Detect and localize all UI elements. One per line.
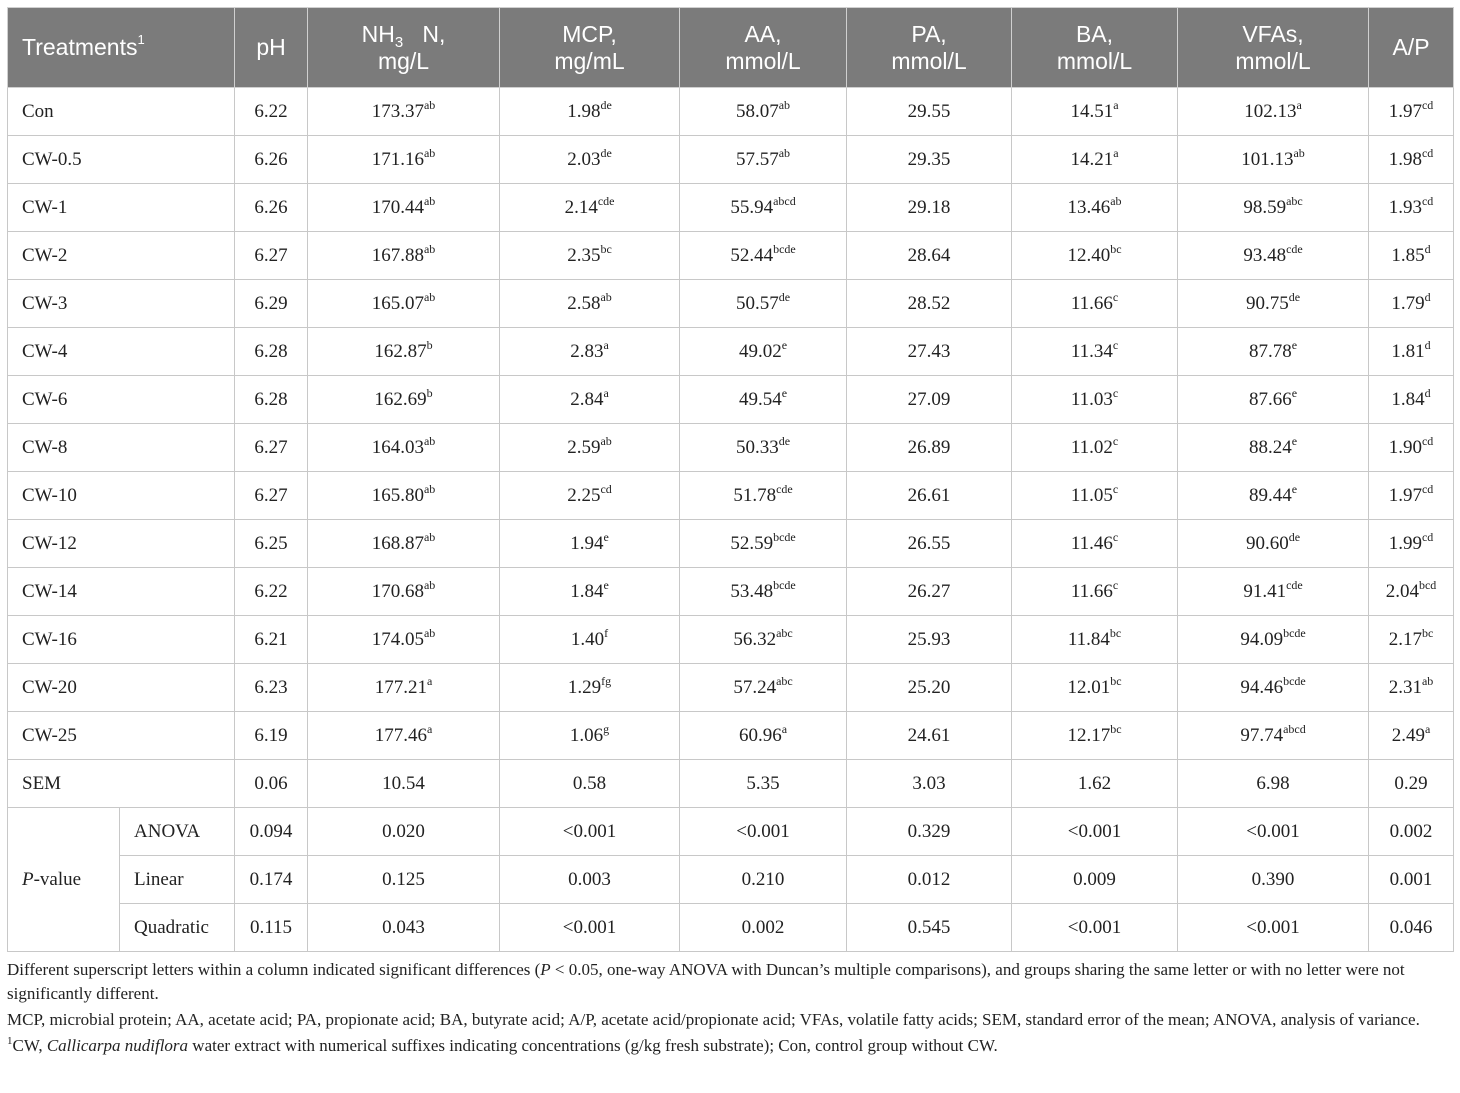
pvalue-test-name: Linear [120, 856, 235, 904]
table-cell: 6.21 [235, 616, 308, 664]
pvalue-cell: <0.001 [1012, 904, 1178, 952]
table-cell: 177.21$^a$ [308, 664, 500, 712]
table-cell: 28.52 [847, 280, 1012, 328]
table-cell: 12.40$^{bc}$ [1012, 232, 1178, 280]
header-ph: pH [235, 8, 308, 88]
table-cell: 164.03$^{ab}$ [308, 424, 500, 472]
table-cell: 162.87$^b$ [308, 328, 500, 376]
table-cell: $94.09^{bcde}$ [1178, 616, 1369, 664]
table-cell: 56.32$^{abc}$ [680, 616, 847, 664]
table-cell: 165.80$^{ab}$ [308, 472, 500, 520]
table-cell: 162.69$^b$ [308, 376, 500, 424]
table-cell: 58.07$^{ab}$ [680, 88, 847, 136]
table-cell: 12.01$^{bc}$ [1012, 664, 1178, 712]
table-cell: 6.26 [235, 184, 308, 232]
table-cell: 1.81$^d$ [1369, 328, 1454, 376]
table-cell: 60.96$^a$ [680, 712, 847, 760]
table-cell: 171.16$^{ab}$ [308, 136, 500, 184]
pvalue-cell: <0.001 [680, 808, 847, 856]
table-cell: $94.46^{bcde}$ [1178, 664, 1369, 712]
pvalue-cell: 0.043 [308, 904, 500, 952]
table-cell: 170.68$^{ab}$ [308, 568, 500, 616]
table-cell: 177.46$^a$ [308, 712, 500, 760]
pvalue-cell: 0.002 [680, 904, 847, 952]
table-cell: 11.66$^c$ [1012, 568, 1178, 616]
pvalue-test-name: ANOVA [120, 808, 235, 856]
table-cell: 1.97$^{cd}$ [1369, 472, 1454, 520]
header-ap: A/P [1369, 8, 1454, 88]
table-cell: 1.98de [500, 88, 680, 136]
table-cell: $52.59^{bcde}$ [680, 520, 847, 568]
pvalue-cell: 0.003 [500, 856, 680, 904]
table-cell: 11.84$^{bc}$ [1012, 616, 1178, 664]
table-row [8, 616, 1454, 664]
table-cell: 11.03$^c$ [1012, 376, 1178, 424]
pvalue-cell: <0.001 [1178, 904, 1369, 952]
table-cell: 11.46$^c$ [1012, 520, 1178, 568]
row-label: CW-2 [8, 232, 235, 280]
table-cell: 50.57de [680, 280, 847, 328]
header-aa: AA, mmol/L [680, 8, 847, 88]
pvalue-test-name: Quadratic [120, 904, 235, 952]
table-cell: 1.79$^d$ [1369, 280, 1454, 328]
table-cell: 89.44e [1178, 472, 1369, 520]
row-label: CW-3 [8, 280, 235, 328]
table-cell: 2.14$^{cde}$ [500, 184, 680, 232]
table-cell: 88.24e [1178, 424, 1369, 472]
table-cell: 165.07$^{ab}$ [308, 280, 500, 328]
row-label: CW-25 [8, 712, 235, 760]
pvalue-cell: 0.115 [235, 904, 308, 952]
pvalue-row [8, 904, 1454, 952]
table-cell: $53.48^{bcde}$ [680, 568, 847, 616]
table-cell: 26.55 [847, 520, 1012, 568]
table-cell: 1.40$^f$ [500, 616, 680, 664]
table-cell: 11.02$^c$ [1012, 424, 1178, 472]
sem-cell: 3.03 [847, 760, 1012, 808]
pvalue-cell: 0.390 [1178, 856, 1369, 904]
table-body [8, 88, 1454, 952]
table-cell: 2.59$^{ab}$ [500, 424, 680, 472]
table-cell: $52.44^{bcde}$ [680, 232, 847, 280]
table-cell: 25.93 [847, 616, 1012, 664]
table-cell: 91.41$^{cde}$ [1178, 568, 1369, 616]
pvalue-cell: 0.012 [847, 856, 1012, 904]
pvalue-cell: 0.210 [680, 856, 847, 904]
table-cell: 26.61 [847, 472, 1012, 520]
header-vfas: VFAs, mmol/L [1178, 8, 1369, 88]
table-cell: 1.94e [500, 520, 680, 568]
table-cell: 11.34$^c$ [1012, 328, 1178, 376]
pvalue-cell: <0.001 [500, 904, 680, 952]
table-row [8, 568, 1454, 616]
pvalue-cell: 0.329 [847, 808, 1012, 856]
table-cell: 1.93$^{cd}$ [1369, 184, 1454, 232]
table-cell: 90.75de [1178, 280, 1369, 328]
table-footnotes [7, 958, 1453, 1058]
sem-cell: 5.35 [680, 760, 847, 808]
table-cell: 25.20 [847, 664, 1012, 712]
table-cell: 49.02e [680, 328, 847, 376]
table-cell: 26.27 [847, 568, 1012, 616]
table-cell: $97.74^{abcd}$ [1178, 712, 1369, 760]
table-cell: 27.43 [847, 328, 1012, 376]
table-row [8, 280, 1454, 328]
pvalue-label: P-value [8, 808, 120, 952]
table-cell: 2.04$^{bcd}$ [1369, 568, 1454, 616]
table-row [8, 664, 1454, 712]
table-cell: 27.09 [847, 376, 1012, 424]
table-cell: 29.55 [847, 88, 1012, 136]
pvalue-cell: 0.009 [1012, 856, 1178, 904]
table-cell: 90.60de [1178, 520, 1369, 568]
table-cell: 2.35$^{bc}$ [500, 232, 680, 280]
row-label: CW-6 [8, 376, 235, 424]
table-cell: 1.97$^{cd}$ [1369, 88, 1454, 136]
table-cell: 1.90$^{cd}$ [1369, 424, 1454, 472]
table-container [7, 7, 1453, 1060]
table-cell: 1.84e [500, 568, 680, 616]
sem-cell: 1.62 [1012, 760, 1178, 808]
pvalue-cell: <0.001 [500, 808, 680, 856]
table-cell: 168.87$^{ab}$ [308, 520, 500, 568]
pvalue-cell: 0.046 [1369, 904, 1454, 952]
table-cell: 93.48$^{cde}$ [1178, 232, 1369, 280]
table-row [8, 376, 1454, 424]
table-row [8, 136, 1454, 184]
table-cell: 57.24$^{abc}$ [680, 664, 847, 712]
sem-cell: 0.58 [500, 760, 680, 808]
table-cell: 1.99$^{cd}$ [1369, 520, 1454, 568]
pvalue-cell: 0.174 [235, 856, 308, 904]
pvalue-cell: 0.002 [1369, 808, 1454, 856]
results-table [7, 7, 1454, 952]
table-cell: 6.28 [235, 328, 308, 376]
table-cell: 98.59$^{abc}$ [1178, 184, 1369, 232]
table-cell: 2.84$^a$ [500, 376, 680, 424]
table-cell: 2.03de [500, 136, 680, 184]
table-cell: 6.26 [235, 136, 308, 184]
sem-row [8, 760, 1454, 808]
row-label: CW-20 [8, 664, 235, 712]
sem-cell: 0.06 [235, 760, 308, 808]
table-cell: 101.13$^{ab}$ [1178, 136, 1369, 184]
table-cell: 87.66e [1178, 376, 1369, 424]
pvalue-cell: 0.001 [1369, 856, 1454, 904]
table-cell: 13.46$^{ab}$ [1012, 184, 1178, 232]
table-cell: 6.27 [235, 472, 308, 520]
table-cell: 14.21$^a$ [1012, 136, 1178, 184]
table-cell: 50.33de [680, 424, 847, 472]
sem-cell: 6.98 [1178, 760, 1369, 808]
table-cell: 6.29 [235, 280, 308, 328]
footnote-significance: Different superscript letters within a column indicated significant differences (P < 0.05, one-way ANOVA with Duncan’s multiple comparisons), and groups sharing the same letter or with no letter were not significantly different. [7, 960, 1405, 1003]
table-cell: 12.17$^{bc}$ [1012, 712, 1178, 760]
table-row [8, 424, 1454, 472]
table-cell: 6.27 [235, 424, 308, 472]
header-pa: PA, mmol/L [847, 8, 1012, 88]
pvalue-cell: 0.125 [308, 856, 500, 904]
table-cell: 87.78e [1178, 328, 1369, 376]
header-mcp: MCP, mg/mL [500, 8, 680, 88]
table-cell: 2.83$^a$ [500, 328, 680, 376]
pvalue-cell: 0.094 [235, 808, 308, 856]
table-row [8, 712, 1454, 760]
row-label: Con [8, 88, 235, 136]
table-cell: 6.27 [235, 232, 308, 280]
table-cell: $55.94^{abcd}$ [680, 184, 847, 232]
table-cell: 1.85$^d$ [1369, 232, 1454, 280]
table-cell: 2.58$^{ab}$ [500, 280, 680, 328]
table-cell: 6.22 [235, 568, 308, 616]
table-cell: 11.66$^c$ [1012, 280, 1178, 328]
table-cell: 51.78$^{cde}$ [680, 472, 847, 520]
table-cell: 2.17$^{bc}$ [1369, 616, 1454, 664]
table-row [8, 472, 1454, 520]
table-cell: 14.51$^a$ [1012, 88, 1178, 136]
table-cell: 2.25$^{cd}$ [500, 472, 680, 520]
row-label: CW-16 [8, 616, 235, 664]
table-row [8, 88, 1454, 136]
table-cell: 174.05$^{ab}$ [308, 616, 500, 664]
pvalue-cell: <0.001 [1012, 808, 1178, 856]
row-label: CW-12 [8, 520, 235, 568]
pvalue-row [8, 808, 1454, 856]
table-row [8, 232, 1454, 280]
row-label: CW-4 [8, 328, 235, 376]
header-treatments: Treatments$^1$ [8, 8, 235, 88]
table-cell: 11.05$^c$ [1012, 472, 1178, 520]
row-label: CW-0.5 [8, 136, 235, 184]
table-cell: 6.23 [235, 664, 308, 712]
table-cell: 173.37$^{ab}$ [308, 88, 500, 136]
table-row [8, 520, 1454, 568]
table-cell: 1.98$^{cd}$ [1369, 136, 1454, 184]
row-label: CW-8 [8, 424, 235, 472]
table-cell: 6.19 [235, 712, 308, 760]
table-cell: 6.22 [235, 88, 308, 136]
table-cell: 1.06$^g$ [500, 712, 680, 760]
table-cell: 170.44$^{ab}$ [308, 184, 500, 232]
header-nh3n: $NH_3$ N, mg/L [308, 8, 500, 88]
table-cell: 6.25 [235, 520, 308, 568]
pvalue-cell: <0.001 [1178, 808, 1369, 856]
table-row [8, 328, 1454, 376]
table-cell: 102.13$^a$ [1178, 88, 1369, 136]
pvalue-row [8, 856, 1454, 904]
row-label: CW-1 [8, 184, 235, 232]
table-cell: 6.28 [235, 376, 308, 424]
footnote-treatments: $^1$CW, Callicarpa nudiflora water extract with numerical suffixes indicating concentrations (g/kg fresh substrate); Con, control group without CW. [7, 1035, 998, 1055]
pvalue-cell: 0.020 [308, 808, 500, 856]
table-cell: 29.18 [847, 184, 1012, 232]
table-cell: 167.88$^{ab}$ [308, 232, 500, 280]
row-label: CW-14 [8, 568, 235, 616]
table-cell: 24.61 [847, 712, 1012, 760]
table-cell: 28.64 [847, 232, 1012, 280]
table-cell: 2.49$^a$ [1369, 712, 1454, 760]
table-cell: 1.29$^{fg}$ [500, 664, 680, 712]
row-label: CW-10 [8, 472, 235, 520]
header-ba: BA, mmol/L [1012, 8, 1178, 88]
table-cell: 1.84$^d$ [1369, 376, 1454, 424]
sem-cell: 0.29 [1369, 760, 1454, 808]
table-row [8, 184, 1454, 232]
table-cell: 49.54e [680, 376, 847, 424]
header-row [8, 8, 1454, 88]
table-cell: 26.89 [847, 424, 1012, 472]
table-cell: 29.35 [847, 136, 1012, 184]
pvalue-cell: 0.545 [847, 904, 1012, 952]
table-cell: 2.31$^{ab}$ [1369, 664, 1454, 712]
footnote-abbreviations: MCP, microbial protein; AA, acetate acid; PA, propionate acid; BA, butyrate acid; A/P, acetate acid/propionate acid; VFAs, volatile fatty acids; SEM, standard error of the mean; ANOVA, analysis of variance. [7, 1010, 1420, 1029]
table-cell: 57.57$^{ab}$ [680, 136, 847, 184]
sem-cell: 10.54 [308, 760, 500, 808]
sem-label: SEM [8, 760, 235, 808]
